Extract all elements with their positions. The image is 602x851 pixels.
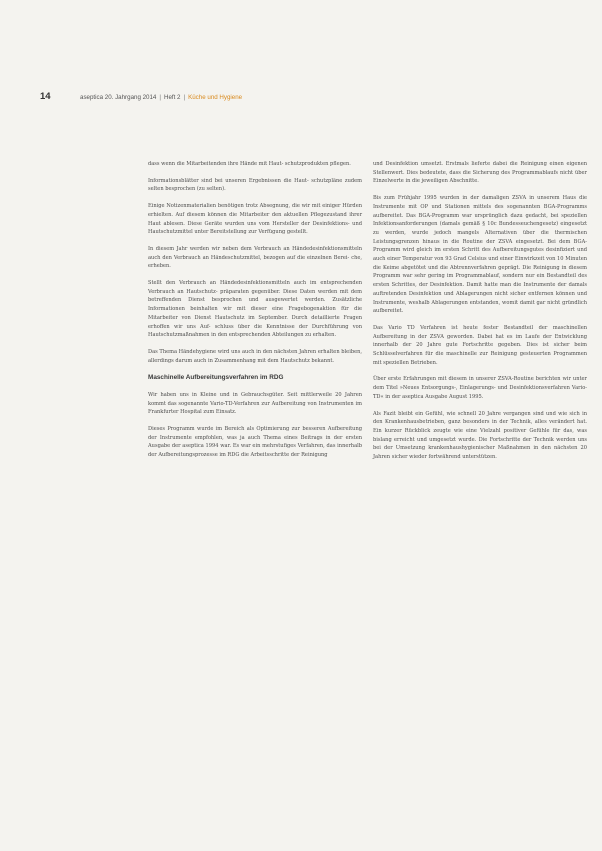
paragraph: Als Fazit bleibt ein Gefühl, wie schnell 20 Jahre vergangen sind und wie sich in den Krankenhausbetrieben, ganz besonders in der Technik, alles verändert hat. Ein kurzer Rückblick zeugte wie eine Vielzahl positiver Gefühle für das, was bislang erreicht und umgesetzt wurde. Die Fortschritte der Technik werden uns bei der Umsetzung krankenhaushygienischer Maßnahmen in den nächsten 20 Jahren sicher wieder fortwährend unterstützen. [373,410,587,461]
section-subheading: Maschinelle Aufbereitungsverfahren im RDG [148,374,284,382]
paragraph: Stellt den Verbrauch an Händedesinfektionsmitteln auch im entsprechenden Verbrauch an Hautschutz- präparaten gegenüber. Diese Daten werden mit dem betreffenden Dienst besprochen und ausgewertet werden. Zusätzliche Informationen beinhalten wir mit dieser eine Fragebogenaktion für die Mitarbeiter von Dienst Hautschutz im September. Durch detaillierte Fragen erhoffen wir uns Auf- schluss über die Kenntnisse der Durchführung von Hautschutzmaßnahmen in den entsprechenden Abteilungen zu erhalten. [148,280,362,339]
paragraph: Dieses Programm wurde im Bereich als Optimierung zur besseren Aufbereitung der Instrumente empfohlen, was ja auch Thema eines Beitrags in der ersten Ausgabe der aseptica 1994 war. Es war ein mehrstufiges Verfahren, das innerhalb der Aufbereitungsprozesse im RDG die Arbeitsschritte der Reinigung [148,425,362,459]
paragraph: Informationsblätter sind bei unseren Ergebnissen die Haut- schutzpläne zudem selten besprochen (zu selten). [148,177,362,193]
paragraph: Wir haben uns in Kleine und in Gebrauchsgüter. Seit mittlerweile 20 Jahren kommt das sogenannte Vario-TD-Verfahren zur Aufbereitung von Instrumenten im Frankfurter Hospital zum Einsatz. [148,391,362,416]
header-separator: | [159,94,161,101]
page-number: 14 [40,91,51,102]
paragraph: und Desinfektion umsetzt. Erstmals lieferte dabei die Reinigung einen eigenen Stellenwert. Dies bedeutete, dass die Sicherung des Programmablaufs nicht über Einzelwerte in die jeweiligen Abschnitte. [373,161,587,185]
paragraph: Das Vario TD Verfahren ist heute fester Bestandteil der maschinellen Aufbereitung in der ZSVA geworden. Dabei hat es im Laufe der Entwicklung innerhalb der 20 Jahre gute Fortschritte gegeben. Dies ist sicher beim Schlüsselverfahren für die maschinelle zur Reinigung gesteuerten Programmen mit speziellen Betrieben. [373,324,587,366]
paragraph: Über erste Erfahrungen mit diesem in unserer ZSVA-Routine berichten wir unter dem Titel »Neues Entsorgungs-, Einlagerungs- und Desinfektionsverfahren Vario-TD« in der aseptica Ausgabe August 1995. [373,376,587,400]
section-title: Küche und Hygiene [188,94,243,101]
paragraph: Einige Notizenmaterialien benötigen trotz Absegnung, die wir mit einiger Hürden erhielten. Auf diesem können die Mitarbeiter den aktuellen Pflegezustand ihrer Haut ablesen. Diese Geräte wurden uns vom Hersteller der Desinfektions- und Hautschutzmittel unter Bereitstellung zur Verfügung gestellt. [148,203,362,236]
paragraph: In diesem Jahr werden wir neben dem Verbrauch an Händedesinfektionsmitteln auch den Verbrauch an Händeschutzmittel, bezogen auf die einzelnen Berei- che, erheben. [148,245,362,270]
paragraph: Bis zum Frühjahr 1995 wurden in der damaligen ZSVA in unserem Haus die Instrumente mit OP und Stationen mittels des sogenannten BGA-Programms aufbereitet. Das BGA-Programm war ursprünglich dazu gedacht, bei speziellen Infektionsanforderungen (damals gemäß § 10c Bundesseuchengesetz) eingesetzt zu werden, wurde jedoch mangels Alternativen über die thermischen Leistungsgrenzen hinaus in die Routine der ZSVA eingesetzt. Bei dem BGA-Programm wird gleich im ersten Schritt des Aufbereitungsgutes desinfiziert und auch einer Temperatur von 93 Grad Celsius und einer Einwirkzeit von 10 Minuten die Keime abgetötet und die Abtrennverfahren geprägt. Die Reinigung in diesem Programm war sehr gering im Programmablauf, sondern nur ein Bestandteil des ersten Schrittes, der Desinfektion. Damit hatte man die Instrumente der damals auftretenden Desinfektion und Ablagerungen nicht sicher entfernen können und Instrumente, weshalb Ablagerungen entstanden, womit damit gar nicht gründlich aufbereitet. [373,195,587,315]
right-column [373,160,587,470]
paragraph: dass wenn die Mitarbeitenden ihre Hände mit Haut- schutzprodukten pflegen. [148,161,351,167]
header-separator: | [183,94,186,101]
issue-number: Heft 2 [163,94,181,101]
page-header [40,91,580,105]
paragraph: Das Thema Händehygiene wird uns auch in den nächsten Jahren erhalten bleiben, allerdings darum auch in Zusammenhang mit dem Hautschutz bekannt. [148,348,362,364]
journal-issue: aseptica 20. Jahrgang 2014 [80,94,157,101]
left-column [148,160,362,468]
